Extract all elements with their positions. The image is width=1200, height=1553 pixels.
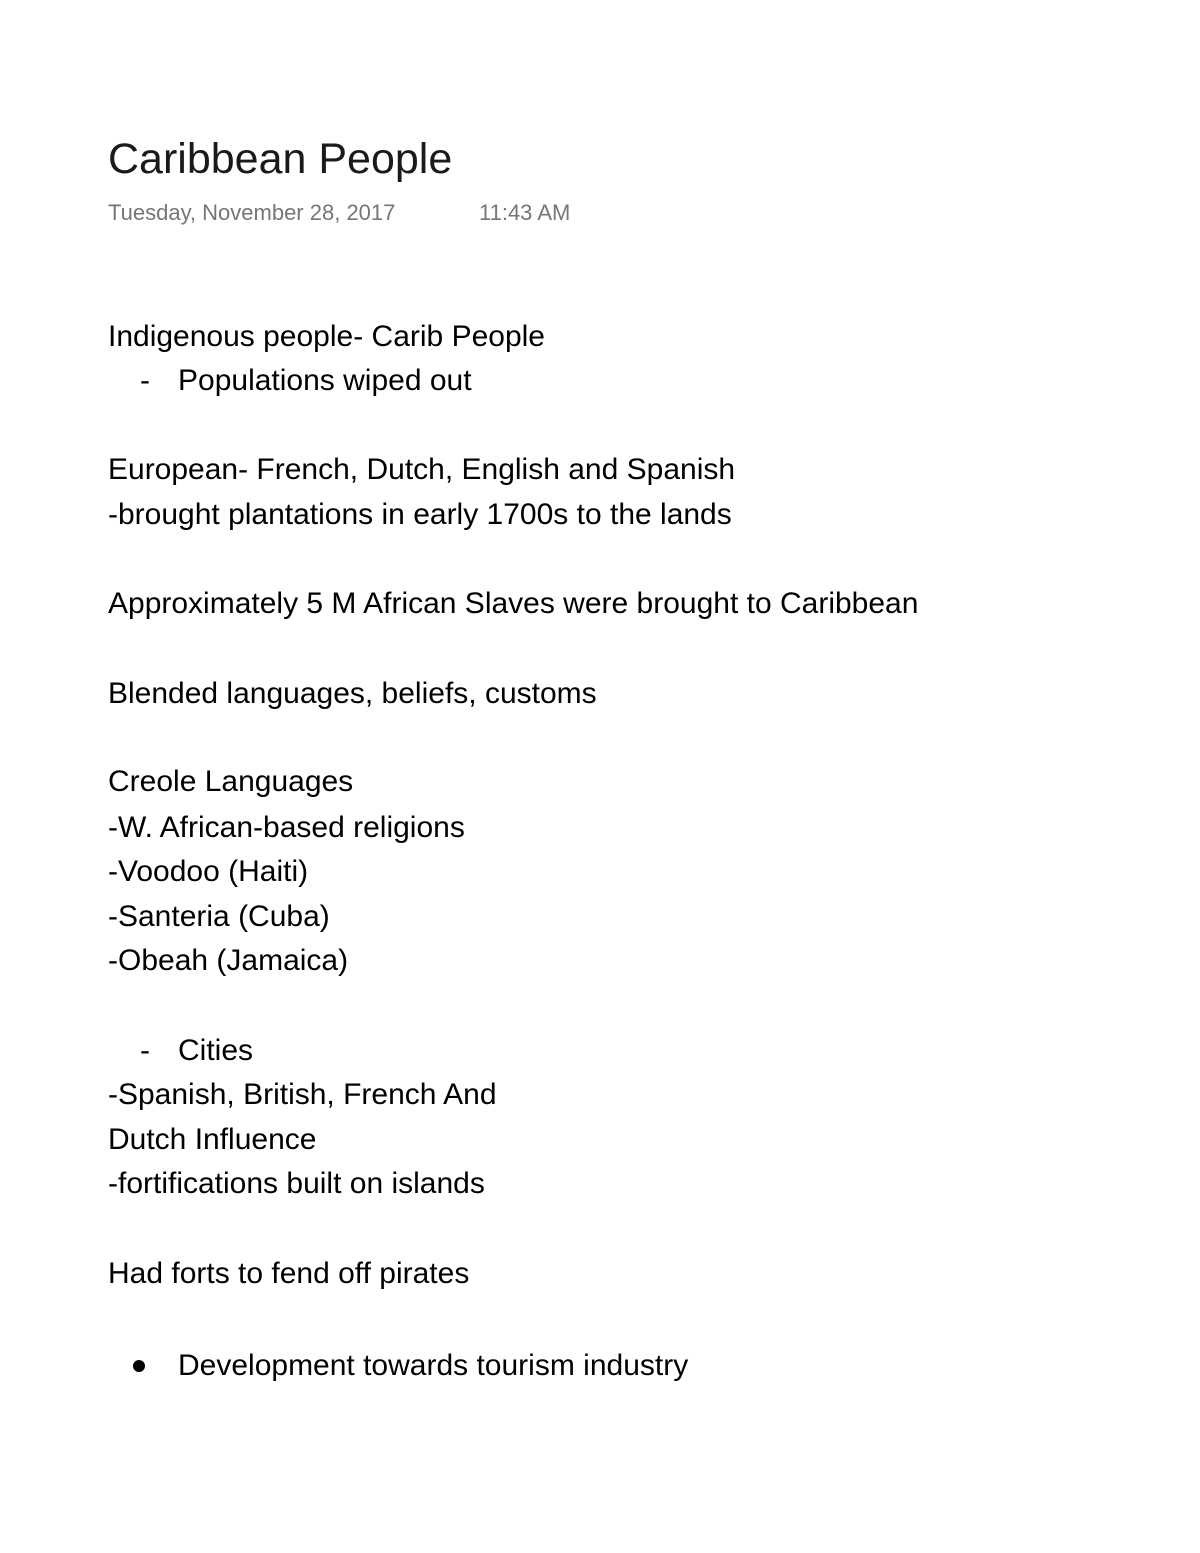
tourism-list-item: Development towards tourism industry <box>178 1349 689 1382</box>
forts-line: Had forts to fend off pirates <box>108 1257 470 1290</box>
cities-influence-line: -Spanish, British, French And <box>108 1078 497 1111</box>
bullet-icon <box>133 1360 145 1372</box>
religion-line: -Santeria (Cuba) <box>108 900 330 933</box>
religion-line: -W. African-based religions <box>108 811 465 844</box>
note-date: Tuesday, November 28, 2017 <box>108 200 396 225</box>
blended-line: Blended languages, beliefs, customs <box>108 677 597 710</box>
fortifications-line: -fortifications built on islands <box>108 1167 485 1200</box>
dash-marker: - <box>140 1034 150 1067</box>
cities-list-item: Cities <box>178 1034 254 1067</box>
page-title: Caribbean People <box>108 135 453 183</box>
dash-marker: - <box>140 364 150 397</box>
religion-line: -Voodoo (Haiti) <box>108 855 309 888</box>
note-time: 11:43 AM <box>479 200 571 225</box>
cities-influence-line: Dutch Influence <box>108 1123 317 1156</box>
european-plantations: -brought plantations in early 1700s to the lands <box>108 498 732 531</box>
european-heading: European- French, Dutch, English and Spanish <box>108 453 736 486</box>
creole-heading: Creole Languages <box>108 765 354 798</box>
indigenous-list-item: Populations wiped out <box>178 364 472 397</box>
indigenous-heading: Indigenous people- Carib People <box>108 320 545 353</box>
slaves-line: Approximately 5 M African Slaves were brought to Caribbean <box>108 587 919 620</box>
religion-line: -Obeah (Jamaica) <box>108 944 349 977</box>
